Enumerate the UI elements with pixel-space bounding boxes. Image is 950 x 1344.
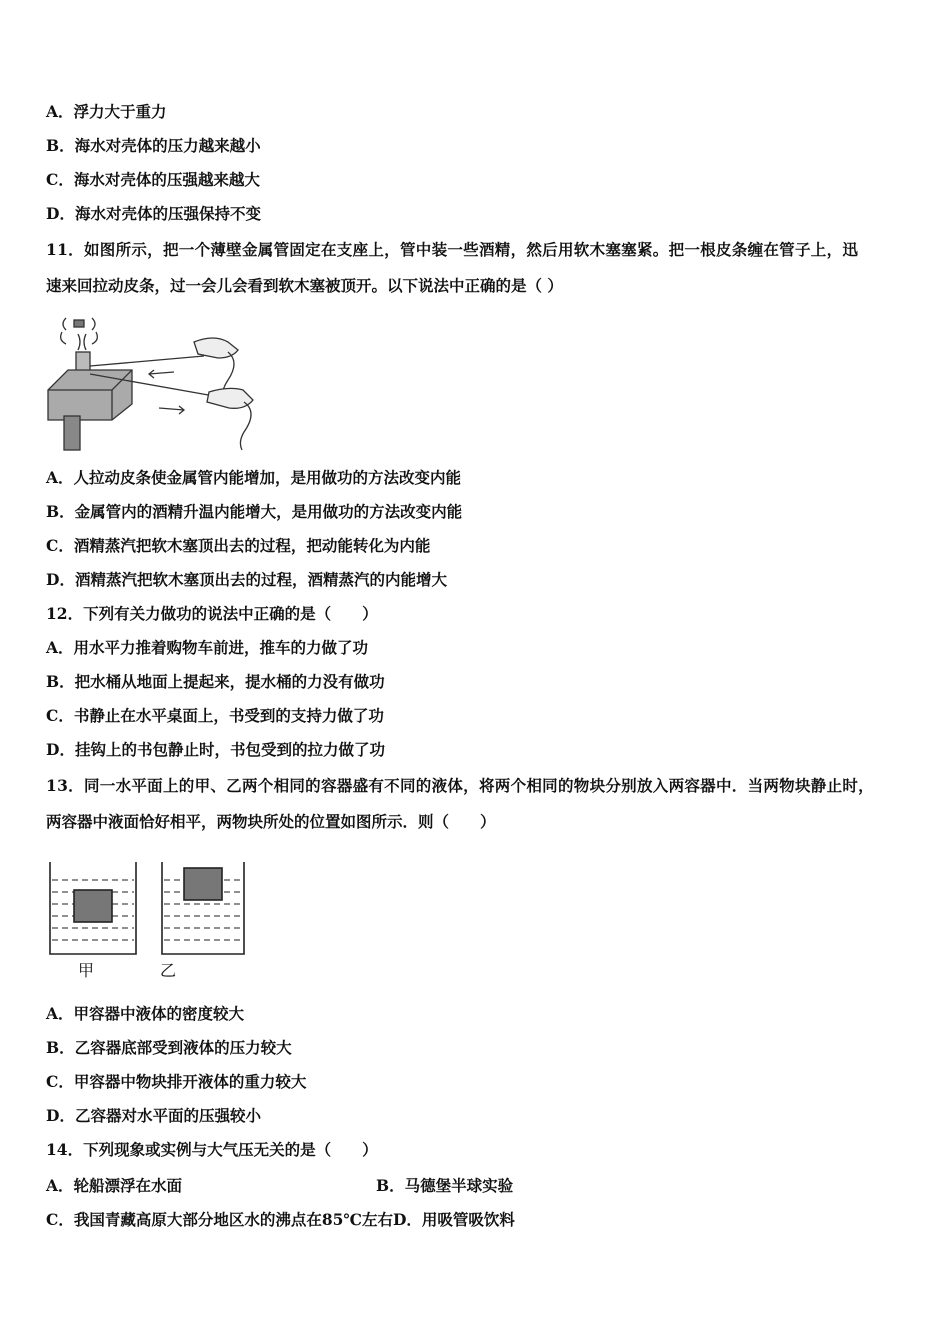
q11-option-a: A．人拉动皮条使金属管内能增加，是用做功的方法改变内能 <box>46 468 462 487</box>
q13-option-d: D．乙容器对水平面的压强较小 <box>46 1106 261 1125</box>
q12-option-a: A．用水平力推着购物车前进，推车的力做了功 <box>46 638 369 657</box>
q13-option-b: B．乙容器底部受到液体的压力较大 <box>46 1038 292 1057</box>
q12-stem: 12．下列有关力做功的说法中正确的是（ ） <box>46 604 378 623</box>
q14-option-b: B．马德堡半球实验 <box>376 1176 514 1195</box>
figure-label-yi: 乙 <box>160 961 177 980</box>
q13-stem-line1: 13．同一水平面上的甲、乙两个相同的容器盛有不同的液体，将两个相同的物块分别放入两容器中．当两物块静止时， <box>46 776 874 795</box>
q14-stem: 14．下列现象或实例与大气压无关的是（ ） <box>46 1140 378 1159</box>
q10-option-d: D．海水对壳体的压强保持不变 <box>46 204 261 223</box>
figure-label-jia: 甲 <box>78 961 95 980</box>
q10-option-a: A．浮力大于重力 <box>46 102 167 121</box>
q13-stem-line2: 两容器中液面恰好相平，两物块所处的位置如图所示．则（ ） <box>46 812 496 831</box>
block-in-yi <box>184 868 222 900</box>
q11-option-b: B．金属管内的酒精升温内能增大，是用做功的方法改变内能 <box>46 502 463 521</box>
q12-option-c: C．书静止在水平桌面上，书受到的支持力做了功 <box>46 706 384 725</box>
block-in-jia <box>74 890 112 922</box>
q11-option-d: D．酒精蒸汽把软木塞顶出去的过程，酒精蒸汽的内能增大 <box>46 570 447 589</box>
q10-option-c: C．海水对壳体的压强越来越大 <box>46 170 260 189</box>
q12-option-b: B．把水桶从地面上提起来，提水桶的力没有做功 <box>46 672 385 691</box>
q14-option-a: A．轮船漂浮在水面 <box>46 1176 183 1195</box>
q14-option-d: D．用吸管吸饮料 <box>392 1210 515 1229</box>
q10-option-b: B．海水对壳体的压力越来越小 <box>46 136 261 155</box>
q11-option-c: C．酒精蒸汽把软木塞顶出去的过程，把动能转化为内能 <box>46 536 431 555</box>
q12-option-d: D．挂钩上的书包静止时，书包受到的拉力做了功 <box>46 740 385 759</box>
q11-stem-line2: 速来回拉动皮条，过一会儿会看到软木塞被顶开。以下说法中正确的是（ ） <box>46 276 563 295</box>
cork-icon <box>74 320 84 327</box>
friction-tube-figure <box>44 312 264 452</box>
q13-option-c: C．甲容器中物块排开液体的重力较大 <box>46 1072 307 1091</box>
q11-stem-line1: 11．如图所示，把一个薄壁金属管固定在支座上，管中装一些酒精，然后用软木塞塞紧。把一根皮条缠在管子上，迅 <box>46 240 859 259</box>
q14-option-cd <box>46 1210 515 1230</box>
q14-option-c: C．我国青藏高原大部分地区水的沸点在85℃左右 <box>46 1210 393 1229</box>
containers-figure <box>46 858 256 958</box>
q13-option-a: A．甲容器中液体的密度较大 <box>46 1004 245 1023</box>
